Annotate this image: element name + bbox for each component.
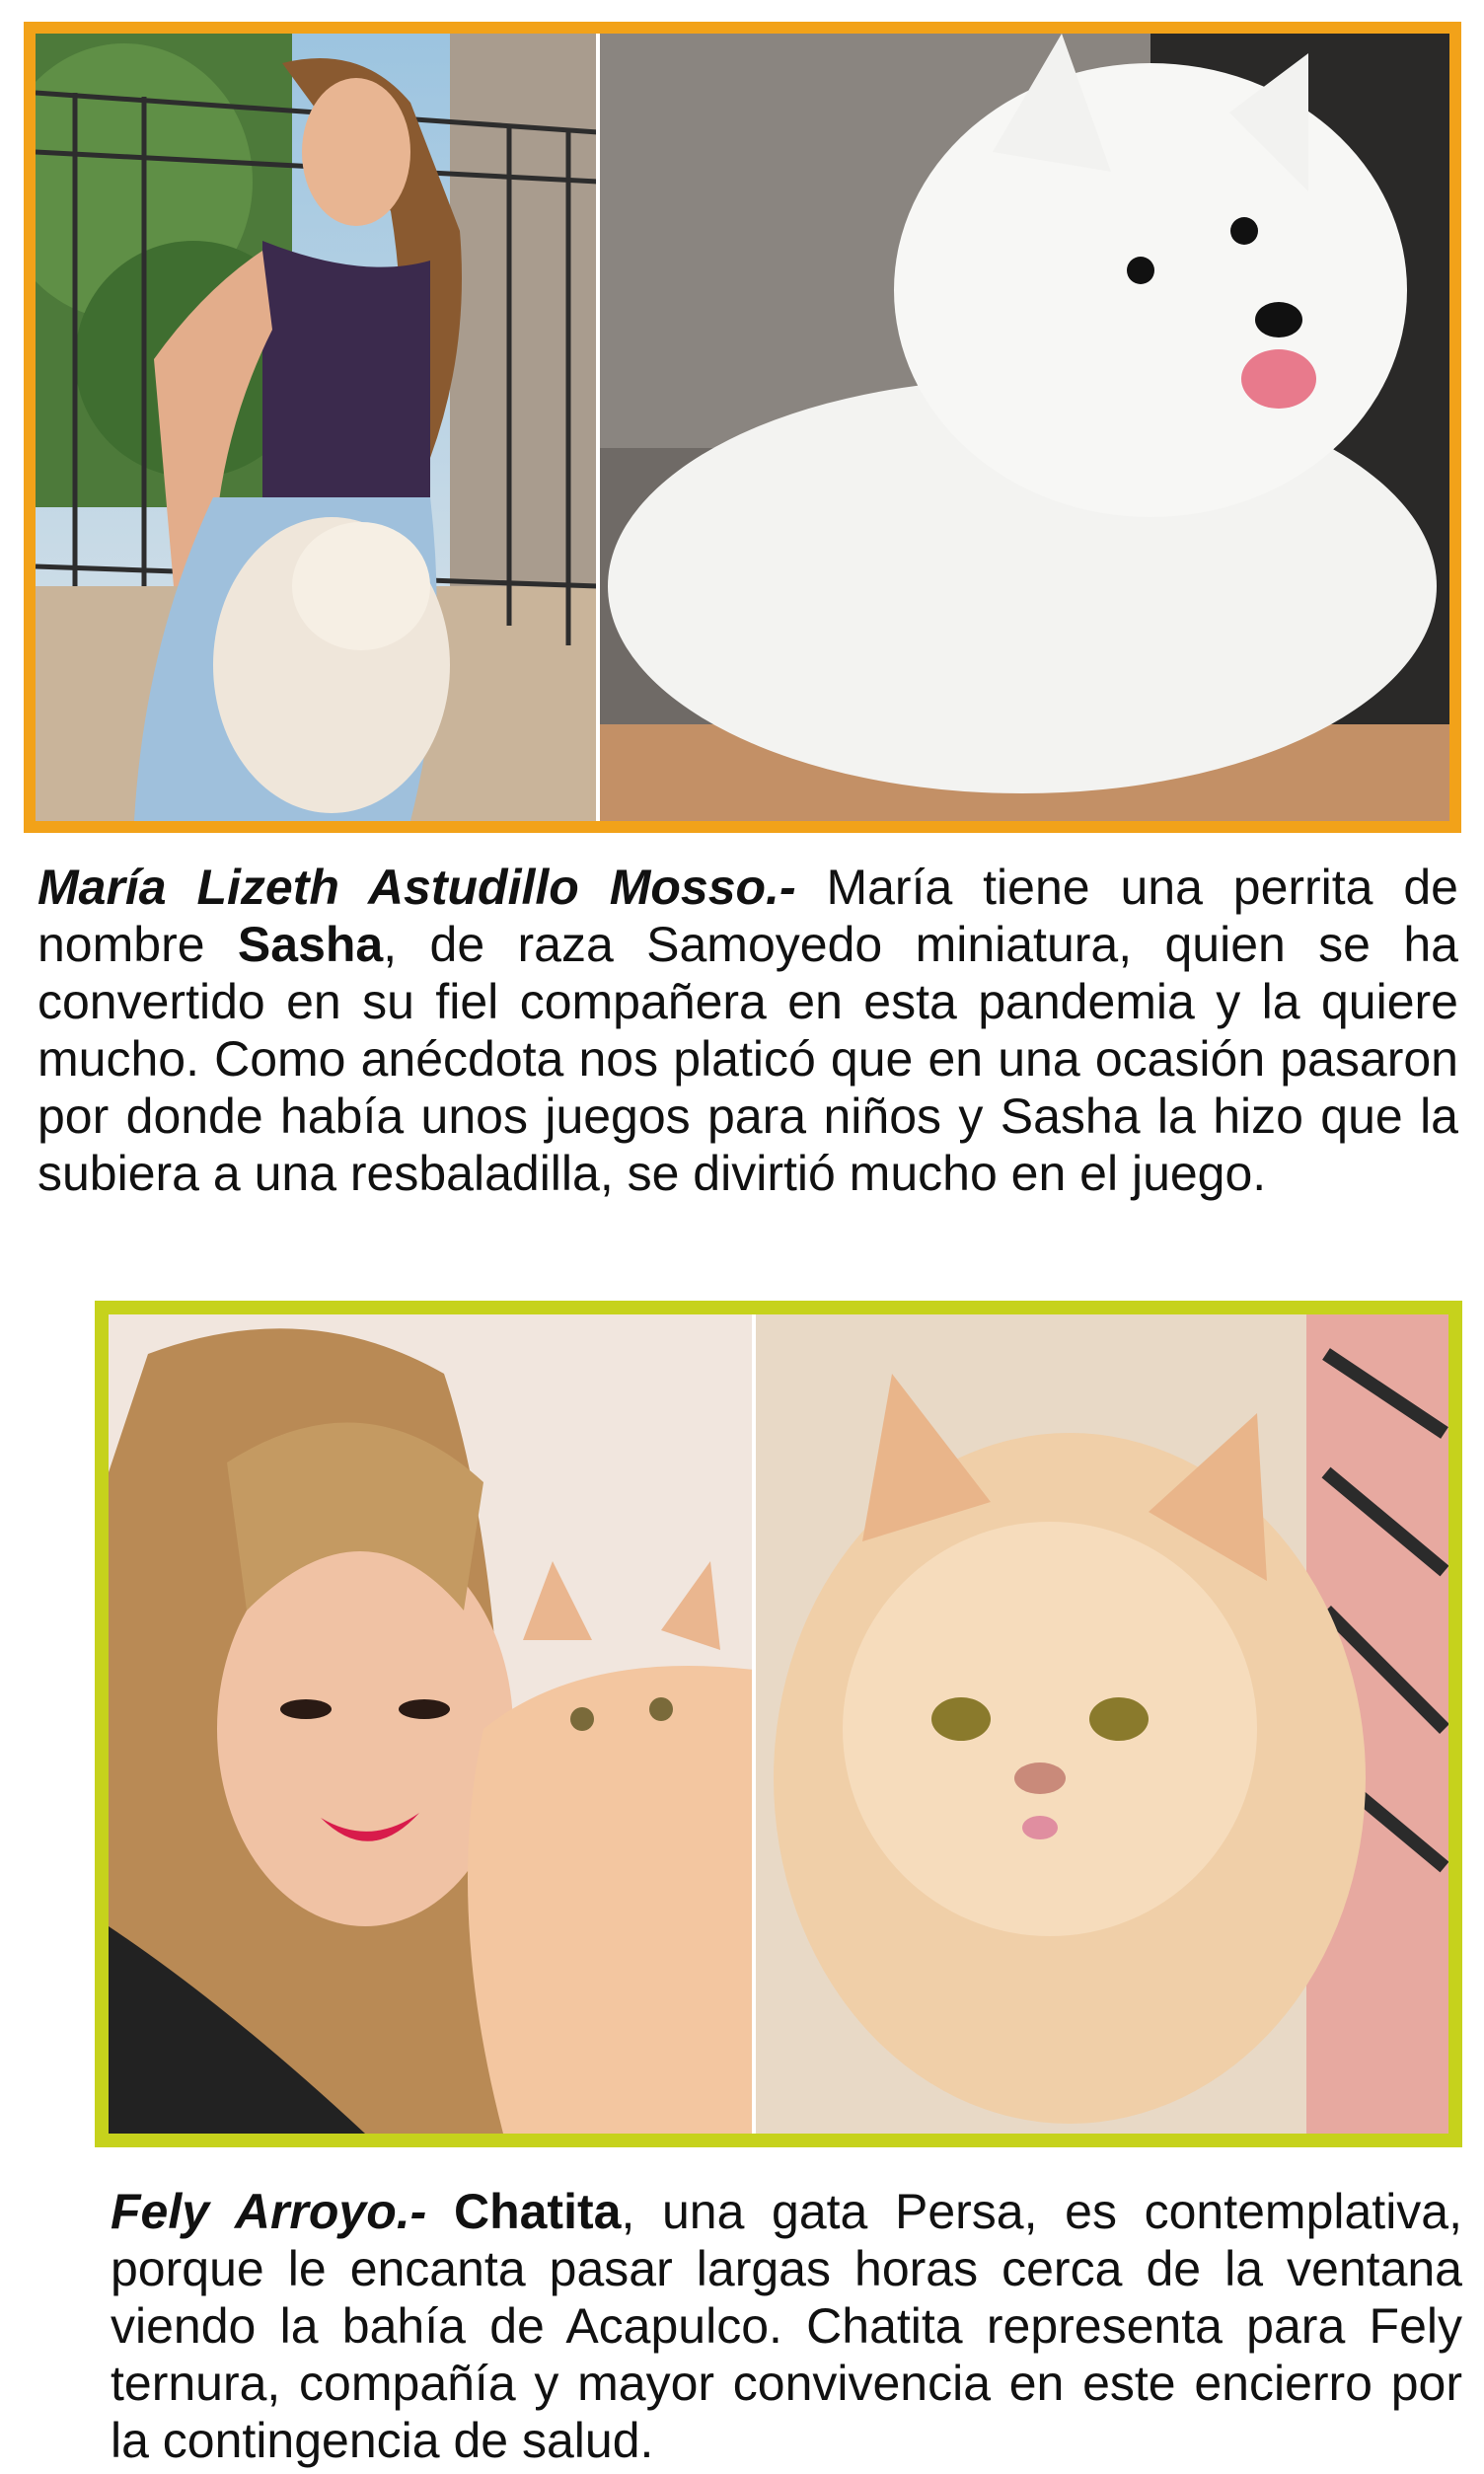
story2-caption: [111, 2183, 1462, 2469]
story2-name: Fely Arroyo.-: [111, 2184, 427, 2239]
story1-name: María Lizeth Astudillo Mosso.-: [37, 860, 796, 915]
white-samoyed-photo: [598, 34, 1449, 821]
woman-with-persian-cat-photo: [109, 1314, 754, 2134]
story1-pet-name: Sasha: [237, 917, 384, 972]
story2-text-b: , una gata Persa, es contemplativa, porque le encanta pasar largas horas cerca de la ventana viendo la bahía de Acapulco. Chatita representa para Fely ternura, compañía y mayor convivencia en este encierro por la contingencia de salud.: [111, 2184, 1462, 2468]
story1-text-b: , de raza Samoyedo miniatura, quien se ha convertido en su fiel compañera en esta pandemia y la quiere mucho. Como anécdota nos platicó que en una ocasión pasaron por donde había unos juegos para niños y Sasha la hizo que la subiera a una resbaladilla, se divirtió mucho en el juego.: [37, 917, 1458, 1201]
photo-divider: [752, 1314, 756, 2134]
photo-divider: [596, 34, 600, 821]
story1-caption: [37, 859, 1458, 1202]
story1-text-a: María tiene una perrita de nombre: [37, 860, 1458, 972]
persian-cat-closeup-photo: [754, 1314, 1448, 2134]
story2-pet-name: Chatita: [453, 2184, 622, 2239]
story2-text-a: [426, 2184, 454, 2239]
woman-with-samoyed-photo: [36, 34, 598, 821]
